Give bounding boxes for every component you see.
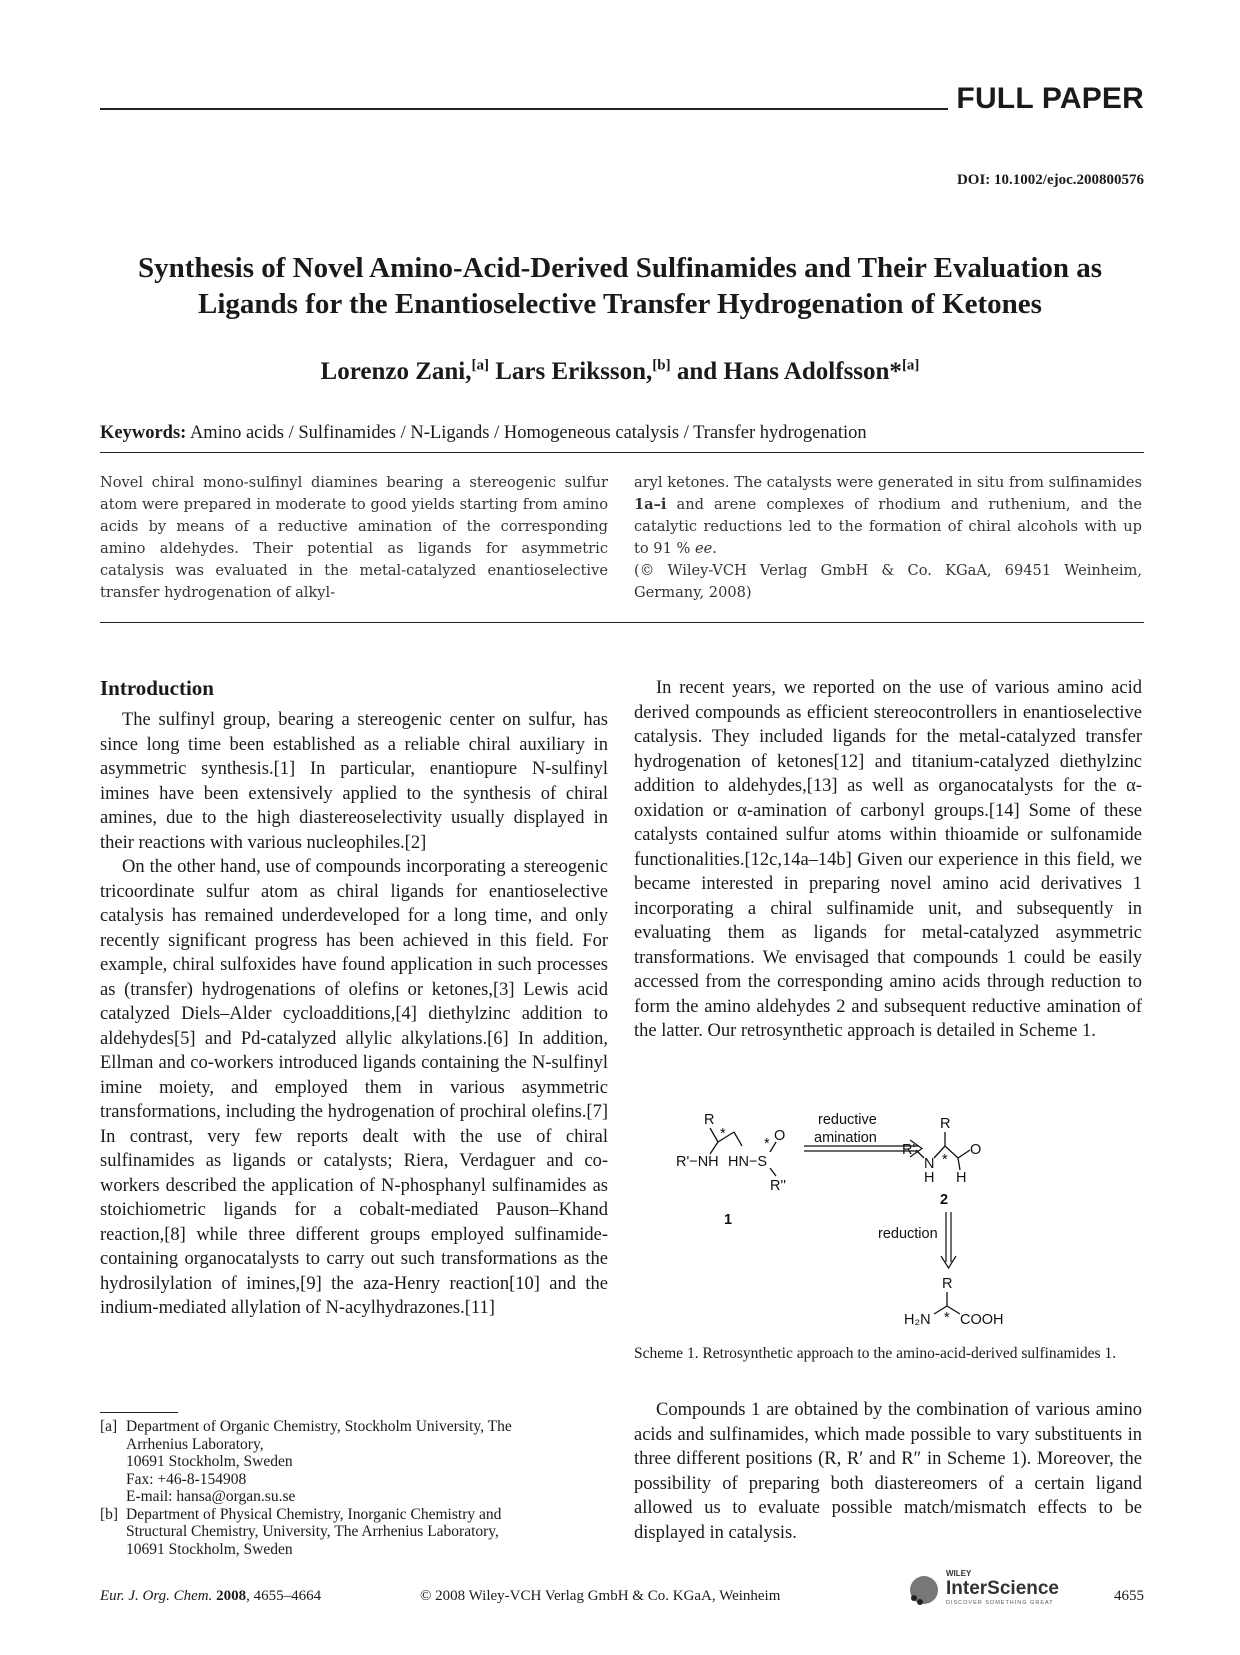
- column-right-lower: [634, 1398, 1142, 1545]
- affiliation-mark: [a]: [471, 357, 489, 374]
- footnote-email[interactable]: E-mail: hansa@organ.su.se: [126, 1488, 296, 1505]
- abstract-text: and arene complexes of rhodium and ruthenium, and the catalytic reductions led to the formation of chiral alcohols with up to 91 %: [634, 496, 1142, 557]
- author-name: Lorenzo Zani,: [320, 358, 472, 385]
- svg-text:HN−S: HN−S: [728, 1154, 768, 1170]
- footnote-line: 10691 Stockholm, Sweden: [126, 1453, 293, 1470]
- column-right: [634, 676, 1142, 1044]
- logo-interscience: InterScience: [946, 1578, 1059, 1599]
- keywords-label: Keywords:: [100, 423, 187, 443]
- affiliation-mark: [b]: [652, 357, 671, 374]
- journal-year: 2008: [216, 1588, 247, 1604]
- footnote-line: Fax: +46-8-154908: [126, 1470, 247, 1488]
- paragraph: The sulfinyl group, bearing a stereogenic center on sulfur, has since long time been established as a reliable chiral auxiliary in asymmetric synthesis.[1] In particular, enantiopure N-sulfinyl imines have been extensively applied to the synthesis of chiral amines, due to the high diastereoselectivity usually displayed in their reactions with various nucleophiles.[2]: [100, 710, 608, 853]
- wiley-interscience-logo: [900, 1566, 1100, 1608]
- svg-text:N: N: [924, 1156, 935, 1172]
- abstract-rule: [100, 622, 1144, 623]
- footnote-line: Arrhenius Laboratory,: [126, 1435, 264, 1453]
- footnote-line: 10691 Stockholm, Sweden: [126, 1540, 293, 1558]
- footnote-line: Department of Physical Chemistry, Inorganic Chemistry and: [126, 1505, 502, 1523]
- footnote-tag: [b]: [100, 1505, 119, 1523]
- logo-wiley: WILEY: [946, 1569, 972, 1578]
- svg-text:H: H: [924, 1170, 935, 1186]
- page-number: 4655: [1114, 1588, 1144, 1604]
- svg-text:O: O: [774, 1128, 786, 1144]
- paragraph: In recent years, we reported on the use of various amino acid derived compounds as efficient stereocontrollers in enantioselective catalysis. They included ligands for the metal-catalyzed transfer hydrogenation of ketones[12] and titanium-catalyzed diethylzinc addition to aldehydes,[13] as well as organocatalysts for the α-oxidation or α-amination of carbonyl groups.[14] Some of these catalysts contained sulfur atoms within thioamide or sulfonamide functionalities.[12c,14a–14b] Given our experience in this field, we became interested in preparing novel amino acid derivatives 1 incorporating a chiral sulfinamide unit, and subsequently in evaluating them as ligands for metal-catalyzed asymmetric transformations. We envisaged that compounds 1 could be easily accessed from the corresponding amino acids through reduction to form the amino aldehydes 2 and subsequent reductive amination of the latter. Our retrosynthetic approach is detailed in Scheme 1.: [634, 678, 1142, 1041]
- scheme-caption: Scheme 1. Retrosynthetic approach to the amino-acid-derived sulfinamides 1.: [634, 1345, 1117, 1362]
- svg-text:COOH: COOH: [960, 1312, 1004, 1328]
- author-name: Lars Eriksson,: [489, 358, 653, 385]
- arrow-label-reductive: reductive: [818, 1112, 877, 1128]
- svg-text:*: *: [944, 1310, 950, 1326]
- keywords-list: Amino acids / Sulfinamides / N-Ligands / Homogeneous catalysis / Transfer hydrogenation: [189, 423, 867, 443]
- title-line-2: Ligands for the Enantioselective Transfer Hydrogenation of Ketones: [198, 288, 1042, 320]
- abstract-text: .: [712, 540, 717, 557]
- arrow-label-amination: amination: [814, 1130, 877, 1146]
- footnote-a: [100, 1418, 608, 1506]
- svg-text:H: H: [956, 1170, 967, 1186]
- svg-text:R'': R'': [770, 1178, 787, 1194]
- footnotes: [100, 1418, 608, 1558]
- keywords-rule: [100, 452, 1144, 453]
- title-line-1: Synthesis of Novel Amino-Acid-Derived Sulfinamides and Their Evaluation as: [137, 252, 1103, 284]
- compound-1-label: 1: [724, 1212, 733, 1228]
- column-left: [100, 708, 608, 1321]
- footnote-line: Department of Organic Chemistry, Stockholm University, The: [126, 1418, 512, 1435]
- svg-text:O: O: [970, 1142, 982, 1158]
- article-title: [90, 250, 1150, 322]
- authors: [90, 358, 1150, 386]
- footnote-tag: [a]: [100, 1418, 118, 1435]
- footnote-line: Structural Chemistry, University, The Arrhenius Laboratory,: [126, 1523, 499, 1540]
- compound-2-label: 2: [940, 1192, 949, 1208]
- abstract-copyright: (© Wiley-VCH Verlag GmbH & Co. KGaA, 69451 Weinheim, Germany, 2008): [634, 562, 1142, 601]
- svg-text:R: R: [940, 1116, 951, 1132]
- ee-term: ee: [695, 540, 713, 557]
- svg-text:*: *: [764, 1136, 770, 1152]
- svg-text:*: *: [942, 1152, 948, 1168]
- abstract-text: aryl ketones. The catalysts were generated in situ from sulfinamides: [634, 474, 1142, 491]
- abstract-left: Novel chiral mono-sulfinyl diamines bearing a stereogenic sulfur atom were prepared in moderate to good yields starting from amino acids by means of a reductive amination of the corresponding amino aldehydes. Their potential as ligands for asymmetric catalysis was evaluated in the metal-catalyzed enantioselective transfer hydrogenation of alkyl-: [100, 474, 608, 601]
- logo-tagline: DISCOVER SOMETHING GREAT: [946, 1600, 1054, 1606]
- header-rule: [100, 108, 948, 110]
- svg-text:R': R': [902, 1142, 916, 1158]
- keywords: [100, 423, 867, 444]
- abstract-right: [634, 472, 1142, 604]
- doi: DOI: 10.1002/ejoc.200800576: [956, 172, 1144, 188]
- affiliation-mark: [a]: [901, 357, 920, 374]
- footnote-rule: [100, 1412, 178, 1413]
- svg-text:*: *: [720, 1126, 726, 1142]
- paragraph: Compounds 1 are obtained by the combination of various amino acids and sulfinamides, which made possible to vary substituents in three different positions (R, R′ and R″ in Scheme 1). Moreover, the possibility of preparing both diastereomers of a certain ligand allowed us to evaluate possible match/mismatch effects to be displayed in catalysis.: [634, 1400, 1142, 1543]
- compound-ref: 1a–i: [634, 496, 667, 513]
- svg-text:R'−NH: R'−NH: [676, 1154, 719, 1170]
- svg-text:R: R: [942, 1276, 953, 1292]
- section-label: FULL PAPER: [956, 82, 1144, 115]
- footnote-b: [100, 1506, 608, 1559]
- journal-pages: , 4655–4664: [246, 1588, 322, 1604]
- scheme-1-diagram: [640, 1108, 1140, 1338]
- footer-copyright: © 2008 Wiley-VCH Verlag GmbH & Co. KGaA, Weinheim: [420, 1588, 781, 1604]
- paragraph: On the other hand, use of compounds incorporating a stereogenic tricoordinate sulfur atom as chiral ligands for enantioselective catalysis has remained underdeveloped for a long time, and only recently significant progress has been achieved in this field. For example, chiral sulfoxides have found application in such processes as (transfer) hydrogenations of olefins or ketones,[3] Lewis acid catalyzed Diels–Alder cycloadditions,[4] diethylzinc addition to aldehydes[5] and Pd-catalyzed allylic alkylations.[6] In addition, Ellman and co-workers introduced ligands containing the N-sulfinyl imine moiety, and employed them in various asymmetric transformations, including the hydrogenation of prochiral olefins.[7] In contrast, very few reports dealt with the use of chiral sulfinamides as ligands or catalysts; Riera, Verdaguer and co-workers described the application of N-phosphanyl sulfinamides as stoichiometric ligands for a cobalt-mediated Pauson–Khand reaction,[8] while three different groups employed sulfinamide-containing organocatalysts to carry out such transformations as the hydrosilylation of imines,[9] the aza-Henry reaction[10] and the indium-mediated allylation of N-acylhydrazones.[11]: [100, 857, 608, 1318]
- introduction-heading: Introduction: [100, 676, 214, 700]
- footer-citation: [100, 1588, 321, 1605]
- svg-text:H₂N: H₂N: [904, 1312, 931, 1328]
- author-name: and Hans Adolfsson*: [670, 358, 902, 385]
- arrow-label-reduction: reduction: [878, 1226, 938, 1242]
- journal-name: Eur. J. Org. Chem.: [100, 1588, 213, 1604]
- svg-text:R: R: [704, 1112, 715, 1128]
